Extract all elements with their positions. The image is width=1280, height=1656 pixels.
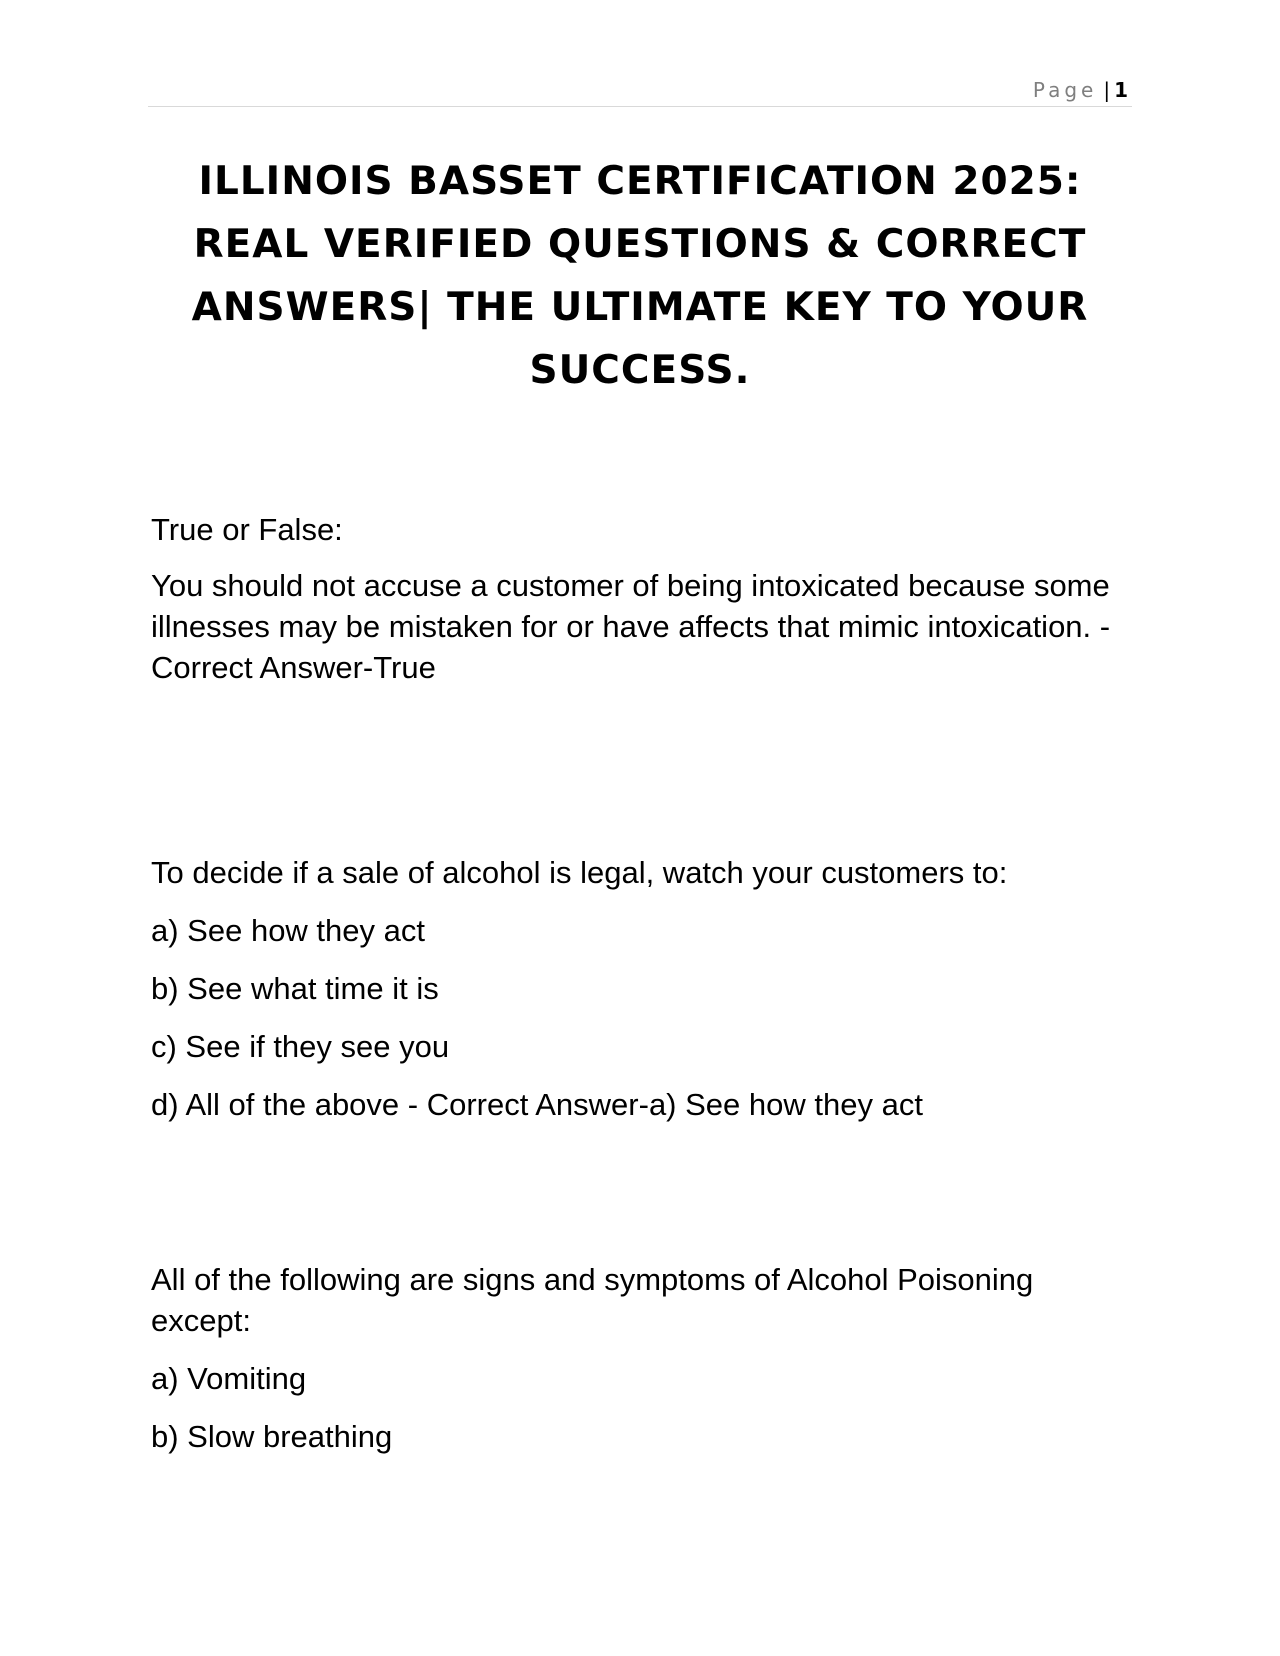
page-separator: | — [1103, 78, 1111, 102]
question-1-body: You should not accuse a customer of being intoxicated because some illnesses may be mistaken for or have affects that mimic intoxication. - Correct Answer-True — [151, 568, 1111, 685]
document-title: ILLINOIS BASSET CERTIFICATION 2025: REAL VERIFIED QUESTIONS & CORRECT ANSWERS| THE ULTIMATE KEY TO YOUR SUCCESS. — [191, 159, 1089, 393]
question-2-option-d: d) All of the above - Correct Answer-a) See how they act — [151, 1087, 923, 1122]
page-header — [148, 74, 1132, 107]
page-number — [1033, 78, 1128, 102]
question-3-option-b: b) Slow breathing — [151, 1419, 393, 1454]
question-2-option-c: c) See if they see you — [151, 1029, 450, 1064]
question-3-option-a: a) Vomiting — [151, 1361, 307, 1396]
question-2-option-a: a) See how they act — [151, 913, 425, 948]
page-number-value: 1 — [1114, 78, 1128, 102]
page-label: Page — [1032, 78, 1098, 102]
question-3-prompt: All of the following are signs and symptoms of Alcohol Poisoning except: — [151, 1262, 1034, 1338]
question-2-option-b: b) See what time it is — [151, 971, 439, 1006]
question-2-prompt: To decide if a sale of alcohol is legal, watch your customers to: — [151, 855, 1008, 890]
question-1-prompt: True or False: — [151, 512, 343, 547]
